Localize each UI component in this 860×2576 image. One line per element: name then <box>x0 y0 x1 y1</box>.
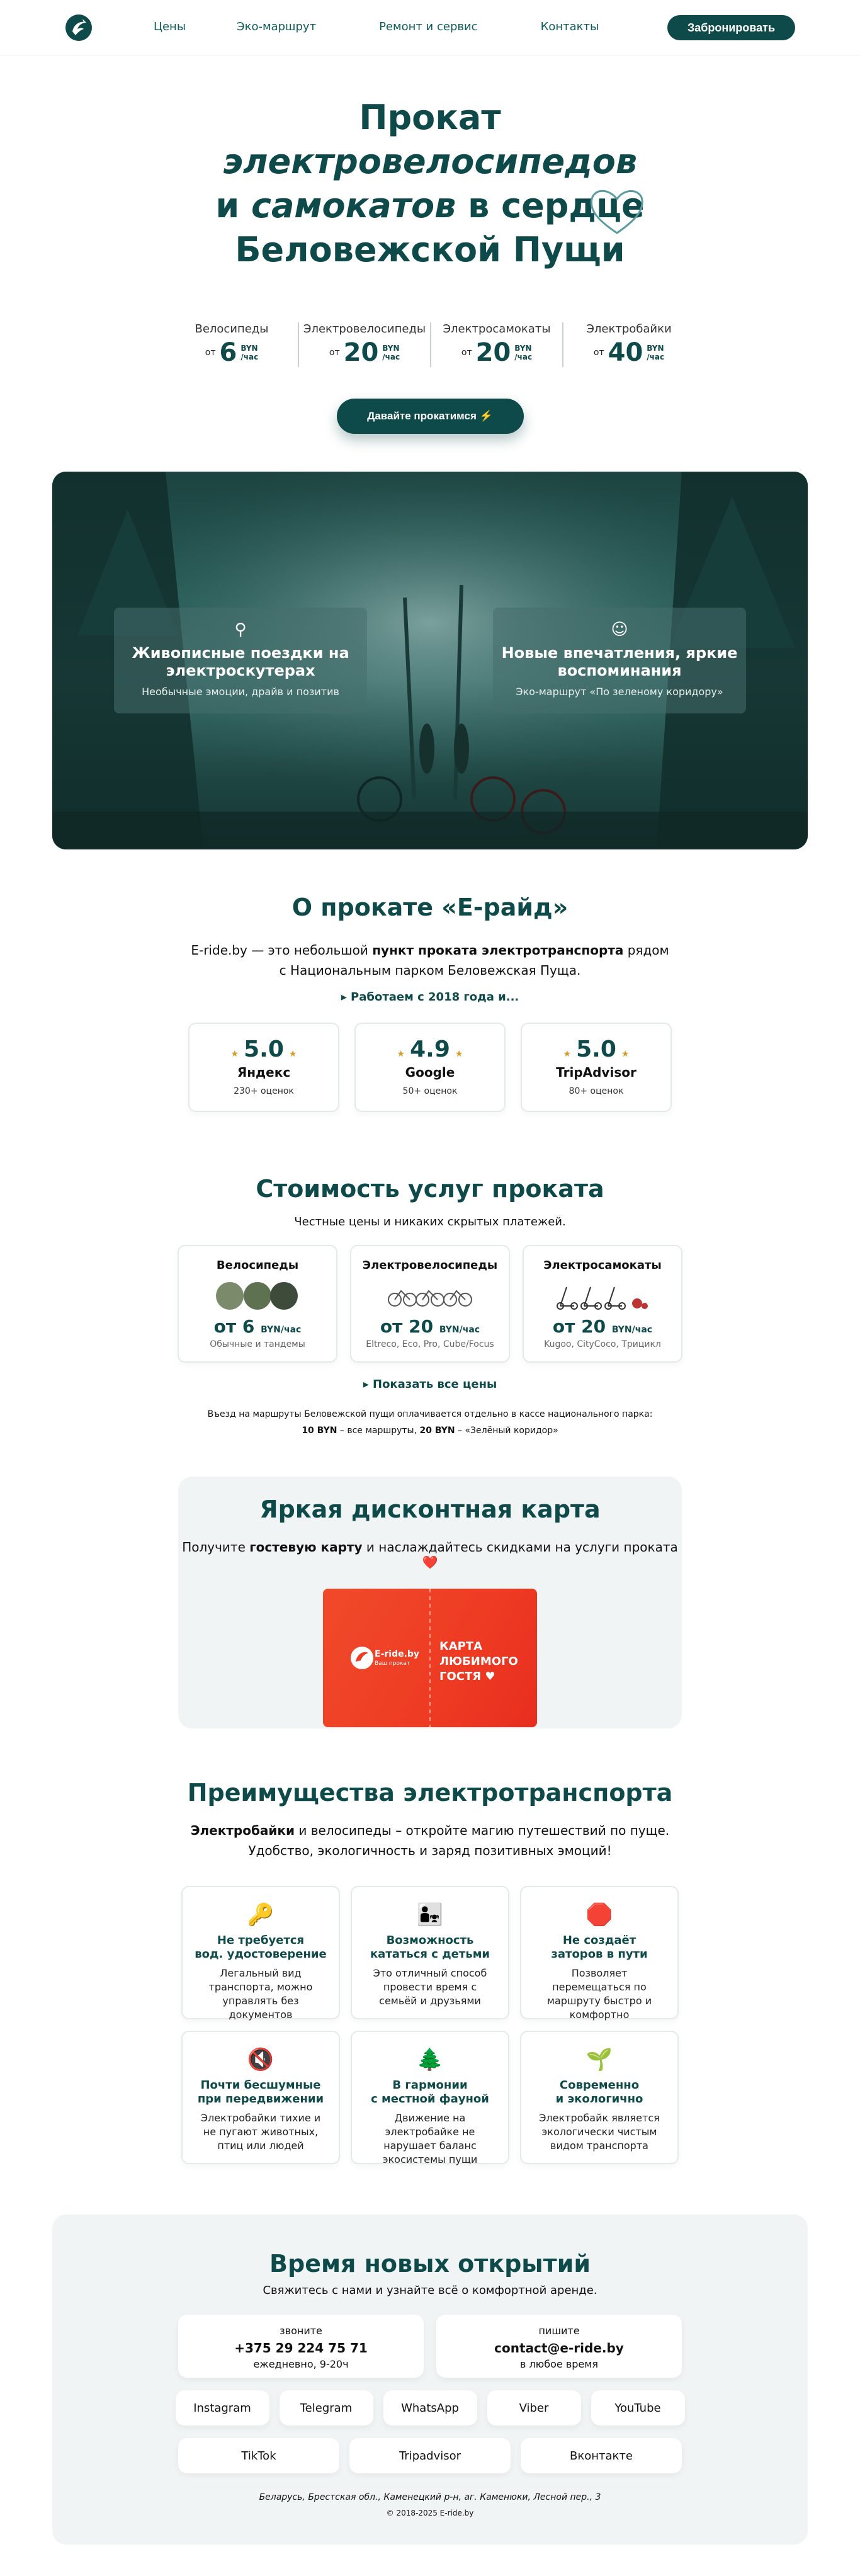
hero-line-2: электровелосипедов <box>223 142 637 181</box>
hero-price-unit-currency: BYN <box>514 344 532 353</box>
advantage-title-2: заторов в пути <box>551 1948 648 1961</box>
hero-price-value: 20 <box>343 338 379 367</box>
advantage-card <box>351 2031 509 2164</box>
phone-hours: ежедневно, 9-20ч <box>253 2358 349 2370</box>
rating-name: Google <box>405 1065 455 1080</box>
social-links-row-2 <box>52 2438 808 2473</box>
social-whatsapp[interactable]: WhatsApp <box>383 2390 477 2426</box>
price-card-name: Электровелосипеды <box>362 1259 498 1272</box>
discount-text-b: гостевую карту <box>249 1540 363 1555</box>
advantage-title-1: Современно <box>559 2079 640 2092</box>
show-all-prices[interactable]: ▸ Показать все цены <box>363 1378 497 1391</box>
hero-price-label: Электросамокаты <box>443 322 551 336</box>
discount-title: Яркая дисконтная карта <box>259 1495 601 1523</box>
rating-score: 5.0 <box>576 1036 616 1062</box>
phone-number[interactable]: +375 29 224 75 71 <box>234 2341 368 2356</box>
advantage-desc: Электробайки тихие и не пугают животных, птиц или людей <box>200 2112 321 2152</box>
price-card-name: Электросамокаты <box>543 1259 662 1272</box>
hero-price-from: от <box>329 348 340 358</box>
overlay-right-sub: Эко-маршрут «По зеленому коридору» <box>516 686 723 698</box>
prices-title: Стоимость услуг проката <box>256 1175 604 1203</box>
social-telegram[interactable]: Telegram <box>280 2390 373 2426</box>
hero-price-unit <box>647 344 664 361</box>
price-card-price: от 20 <box>552 1316 606 1337</box>
hero-price-from: от <box>205 348 216 358</box>
park-fee-note <box>0 1406 860 1439</box>
about-text-a: E-ride.by — это небольшой <box>191 943 373 958</box>
hero-price-ebikes <box>298 322 430 367</box>
tree-icon: 🌲 <box>416 2047 444 2072</box>
advantage-card <box>520 1886 679 2019</box>
card-brand-sub: Ваш прокат <box>375 1660 410 1667</box>
prices-subtitle: Честные цены и никаких скрытых платежей. <box>294 1215 566 1228</box>
address: Беларусь, Брестская обл., Каменецкий р-н, аг. Каменюки, Лесной пер., 3 <box>259 2492 601 2502</box>
price-card-unit: BYN/час <box>261 1325 302 1335</box>
hero-line-3b: самокатов <box>251 186 456 225</box>
advantage-title-2: с местной фауной <box>371 2092 489 2106</box>
hero-price-from: от <box>593 348 604 358</box>
hero-price-value: 40 <box>608 338 643 367</box>
advantage-title-1: Почти бесшумные <box>200 2079 321 2092</box>
about-text-d: с Национальным парком Беловежская Пуща. <box>279 963 581 978</box>
hero-line-3 <box>0 184 860 228</box>
advantage-title-2: при передвижении <box>197 2092 324 2106</box>
advantage-card <box>520 2031 679 2164</box>
card-label-line1: КАРТА <box>439 1640 483 1653</box>
map-pin-icon: ⚲ <box>234 620 247 639</box>
hero-line-3a: и <box>215 186 240 225</box>
price-card-desc: Eltreco, Eco, Pro, Cube/Focus <box>366 1339 494 1349</box>
rating-name: TripAdvisor <box>556 1065 637 1080</box>
site-header <box>0 0 860 55</box>
rating-count: 230+ оценок <box>234 1086 294 1096</box>
advantages-grid <box>0 1886 860 2164</box>
hero-title <box>0 96 860 272</box>
hero-price-unit-currency: BYN <box>240 344 258 353</box>
hero-price-from: от <box>461 348 472 358</box>
contacts-subtitle: Свяжитесь с нами и узнайте всё о комфортной аренде. <box>263 2284 597 2297</box>
park-fee-all: 10 BYN <box>302 1426 337 1436</box>
phone-label: звоните <box>280 2325 322 2337</box>
price-card-price: от 6 <box>213 1316 255 1337</box>
advantage-desc: Это отличный способ провести время с семьёй и друзьями <box>373 1967 487 2007</box>
price-card-price: от 20 <box>380 1316 434 1337</box>
hero-price-unit <box>240 344 258 361</box>
rating-tripadvisor[interactable] <box>521 1023 672 1112</box>
escooter-icons <box>555 1281 650 1311</box>
park-fee-all-label: – все маршруты, <box>337 1426 420 1436</box>
discount-card[interactable] <box>323 1589 537 1727</box>
family-icon: 👨‍👧 <box>416 1902 444 1927</box>
overlay-right-title: Новые впечатления, яркие воспоминания <box>501 644 738 679</box>
contact-boxes <box>52 2315 808 2378</box>
bicycles-images <box>179 1279 336 1312</box>
hero-price-unit-time: /час <box>382 353 400 361</box>
about-text <box>0 940 860 980</box>
star-icon: ★ <box>563 1048 572 1059</box>
card-brand: E-ride.by <box>375 1649 420 1659</box>
contacts-title: Время новых открытий <box>269 2250 591 2278</box>
phone-box[interactable] <box>178 2315 424 2378</box>
prices-section <box>0 1175 860 1439</box>
hero-price-bicycles <box>166 322 298 367</box>
star-icon: ★ <box>397 1048 405 1059</box>
ride-cta-button[interactable]: Давайте прокатимся ⚡ <box>337 399 524 434</box>
rating-google[interactable] <box>354 1023 506 1112</box>
card-label <box>439 1639 518 1684</box>
overlay-card-right <box>493 608 746 713</box>
social-links-row-1 <box>52 2390 808 2426</box>
hero-line-1: Прокат <box>359 98 501 137</box>
hero-price-unit <box>514 344 532 361</box>
hero-price-label: Электробайки <box>586 322 672 336</box>
advantages-text-c: Удобство, экологичность и заряд позитивных эмоций! <box>248 1843 612 1858</box>
social-instagram[interactable]: Instagram <box>176 2390 269 2426</box>
page-bottom-spacer <box>0 2545 860 2576</box>
advantages-text-b: и велосипеды – откройте магию путешествий по пуще. <box>295 1823 670 1838</box>
price-card-desc: Kugoo, CityCoco, Трицикл <box>544 1339 661 1349</box>
advantages-title: Преимущества электротранспорта <box>187 1779 673 1807</box>
social-youtube[interactable]: YouTube <box>591 2390 685 2426</box>
email-label: пишите <box>538 2325 580 2337</box>
park-fee-line1: Въезд на маршруты Беловежской пущи оплачивается отдельно в кассе национального парка: <box>207 1409 653 1419</box>
star-icon: ★ <box>288 1048 297 1059</box>
hero-price-emotorbikes <box>562 322 694 367</box>
hero-price-escooters <box>430 322 562 367</box>
email-address[interactable]: contact@e-ride.by <box>494 2341 624 2356</box>
star-icon: ★ <box>621 1048 630 1059</box>
nav-prices[interactable]: Цены <box>154 20 186 33</box>
advantages-text-a: Электробайки <box>190 1823 295 1838</box>
overlay-left-sub: Необычные эмоции, драйв и позитив <box>142 686 339 698</box>
rating-score: 4.9 <box>410 1036 450 1062</box>
price-card-bicycles[interactable] <box>178 1245 337 1363</box>
social-tiktok[interactable]: TikTok <box>178 2438 339 2473</box>
hero-price-unit <box>382 344 400 361</box>
hero-price-value: 20 <box>475 338 511 367</box>
social-tripadvisor[interactable]: Tripadvisor <box>349 2438 511 2473</box>
contacts-section <box>52 2215 808 2545</box>
rating-yandex[interactable] <box>188 1023 339 1112</box>
card-label-line2: ЛЮБИМОГО <box>439 1655 518 1668</box>
price-card-escooters[interactable] <box>523 1245 682 1363</box>
social-vkontakte[interactable]: Вконтакте <box>521 2438 682 2473</box>
price-card-unit: BYN/час <box>611 1325 653 1335</box>
logo-icon[interactable] <box>65 14 93 42</box>
card-label-line3: ГОСТЯ ♥ <box>439 1670 495 1683</box>
heart-icon <box>586 183 648 239</box>
smile-icon: ☺ <box>611 620 628 639</box>
hero-price-unit-time: /час <box>647 353 665 361</box>
rating-count: 50+ оценок <box>402 1086 458 1096</box>
advantage-desc: Легальный вид транспорта, можно управлять без документов <box>208 1967 313 2021</box>
advantage-title-2: и экологично <box>555 2092 643 2106</box>
advantage-title-1: Не создаёт <box>562 1934 637 1947</box>
hero-price-label: Велосипеды <box>195 322 269 336</box>
price-card-unit: BYN/час <box>439 1325 480 1335</box>
nav-repair[interactable]: Ремонт и сервис <box>379 20 478 33</box>
bicycle-photos <box>213 1281 302 1311</box>
rating-name: Яндекс <box>237 1065 291 1080</box>
advantage-desc: Движение на электробайке не нарушает баланс экосистемы пущи <box>382 2112 478 2165</box>
stop-sign-icon: 🛑 <box>586 1902 613 1927</box>
park-fee-green-label: – «Зелёный коридор» <box>455 1426 558 1436</box>
hero-price-unit-currency: BYN <box>647 344 664 353</box>
nav-eco-route[interactable]: Эко-маршрут <box>237 20 317 33</box>
about-text-c: рядом <box>623 943 669 958</box>
advantage-card <box>351 1886 509 2019</box>
advantage-card <box>181 2031 340 2164</box>
star-icon: ★ <box>455 1048 463 1059</box>
rating-count: 80+ оценок <box>569 1086 624 1096</box>
copyright: © 2018-2025 E-ride.by <box>386 2509 474 2517</box>
discount-text <box>178 1540 682 1570</box>
star-icon: ★ <box>230 1048 239 1059</box>
hero-price-unit-time: /час <box>240 353 259 361</box>
discount-section <box>178 1477 682 1728</box>
advantage-title-2: вод. удостоверение <box>195 1948 327 1961</box>
advantages-text <box>0 1820 860 1861</box>
hero-price-unit-time: /час <box>514 353 533 361</box>
overlay-left-title: Живописные поездки на электроскутерах <box>132 644 349 679</box>
since-toggle[interactable]: ▸ Работаем с 2018 года и... <box>341 990 519 1004</box>
price-card-desc: Обычные и тандемы <box>210 1339 305 1349</box>
advantage-title-1: Не требуется <box>217 1934 305 1947</box>
advantage-desc: Электробайк является экологически чистым видом транспорта <box>539 2112 660 2152</box>
hero-line-3c: в сердце <box>468 186 645 225</box>
mute-icon: 🔇 <box>247 2047 274 2072</box>
discount-text-c: и наслаждайтесь скидками на услуги проката ❤️ <box>362 1540 678 1570</box>
ratings <box>0 1023 860 1112</box>
overlay-card-left <box>114 608 367 713</box>
park-fee-green: 20 BYN <box>419 1426 455 1436</box>
hero-prices <box>0 322 860 367</box>
advantage-title-2: кататься с детьми <box>370 1948 490 1961</box>
key-icon: 🔑 <box>247 1902 274 1927</box>
advantages-section <box>0 1779 860 2164</box>
advantage-title-1: В гармонии <box>392 2079 468 2092</box>
price-card-name: Велосипеды <box>216 1259 299 1272</box>
rating-score: 5.0 <box>244 1036 284 1062</box>
forest-photo <box>52 472 808 849</box>
ebike-icons <box>386 1281 474 1311</box>
hero-price-value: 6 <box>219 338 237 367</box>
sprout-icon: 🌱 <box>586 2047 613 2072</box>
main-nav <box>154 20 599 33</box>
hero-line-4: Беловежской Пущи <box>235 230 625 270</box>
about-text-b: пункт проката электротранспорта <box>372 943 624 958</box>
book-button[interactable]: Забронировать <box>667 15 795 40</box>
social-viber[interactable]: Viber <box>487 2390 581 2426</box>
escooters-images <box>524 1279 681 1312</box>
discount-text-a: Получите <box>182 1540 250 1555</box>
about-title: О прокате «E-райд» <box>291 894 569 921</box>
advantage-desc: Позволяет перемещаться по маршруту быстро и комфортно <box>546 1967 652 2021</box>
price-card-ebikes[interactable] <box>350 1245 510 1363</box>
advantage-title-1: Возможность <box>386 1934 474 1947</box>
price-cards <box>0 1245 860 1363</box>
nav-contacts[interactable]: Контакты <box>540 20 599 33</box>
hero-price-label: Электровелосипеды <box>303 322 426 336</box>
email-box[interactable] <box>436 2315 682 2378</box>
email-hours: в любое время <box>520 2358 598 2370</box>
about-section <box>0 894 860 1112</box>
hero-price-unit-currency: BYN <box>382 344 400 353</box>
ebikes-images <box>351 1279 509 1312</box>
advantage-card <box>181 1886 340 2019</box>
